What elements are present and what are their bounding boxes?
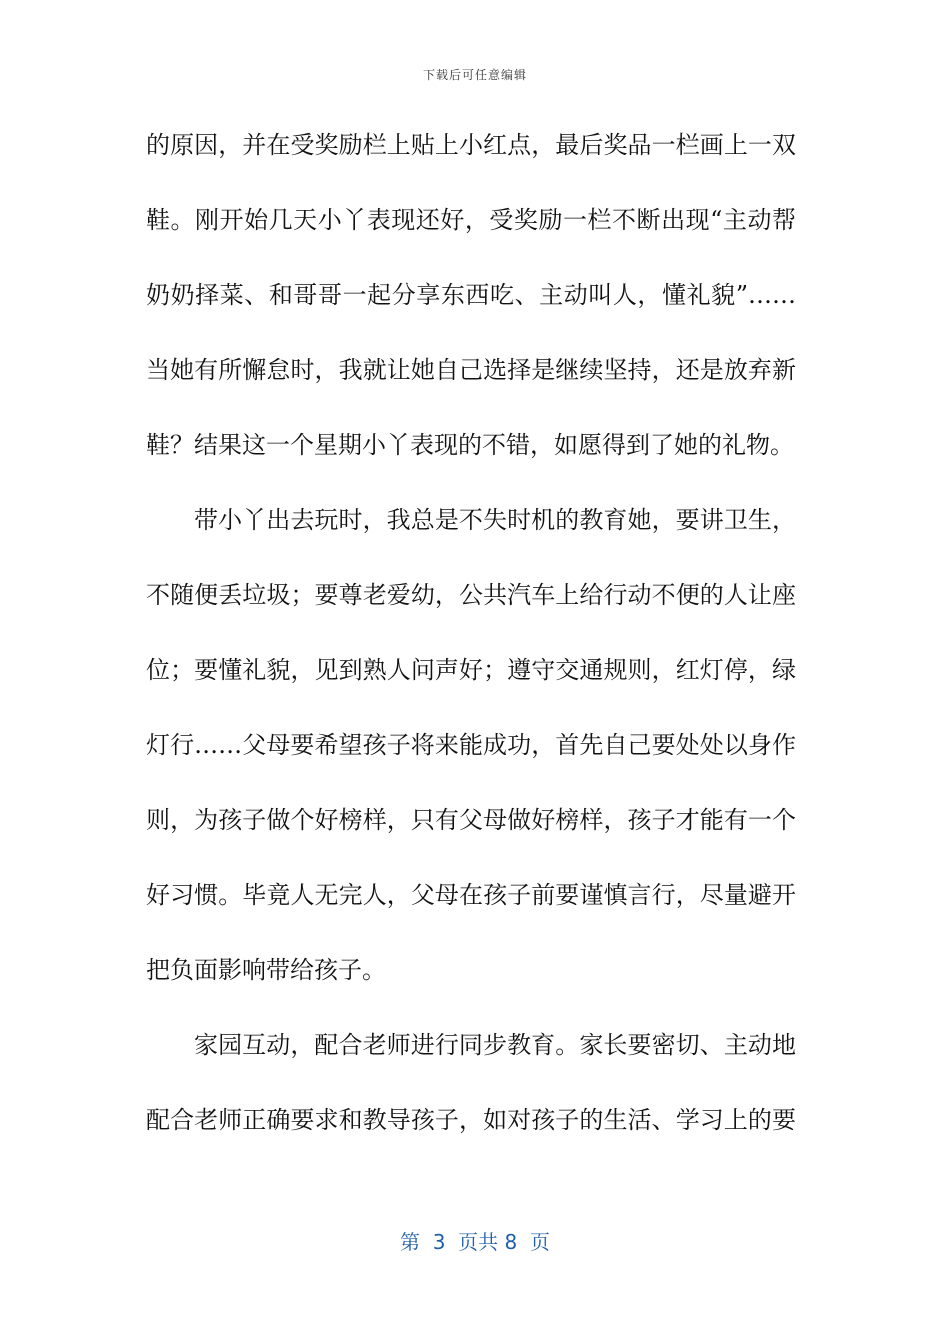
text-line: 鞋？结果这一个星期小丫表现的不错，如愿得到了她的礼物。 — [146, 431, 794, 459]
text-line: 鞋。刚开始几天小丫表现还好，受奖励一栏不断出现“主动帮 — [146, 206, 796, 234]
page-header: 下载后可任意编辑 — [422, 68, 527, 82]
text-line: 当她有所懈怠时，我就让她自己选择是继续坚持，还是放弃新 — [146, 356, 796, 384]
text-line: 不随便丢垃圾；要尊老爱幼，公共汽车上给行动不便的人让座 — [146, 581, 796, 609]
text-line: 则，为孩子做个好榜样，只有父母做好榜样，孩子才能有一个 — [146, 806, 796, 834]
text-line: 带小丫出去玩时，我总是不失时机的教育她，要讲卫生， — [194, 506, 796, 534]
text-line: 位；要懂礼貌，见到熟人问声好；遵守交通规则，红灯停，绿 — [146, 656, 796, 684]
text-line: 把负面影响带给孩子。 — [146, 956, 386, 984]
text-line: 好习惯。毕竟人无完人，父母在孩子前要谨慎言行，尽量避开 — [146, 881, 796, 909]
text-line: 配合老师正确要求和教导孩子，如对孩子的生活、学习上的要 — [146, 1106, 796, 1134]
document-body — [146, 108, 796, 1158]
text-line: 灯行……父母要希望孩子将来能成功，首先自己要处处以身作 — [146, 731, 796, 759]
page-number-footer: 第 3 页共 8 页 — [400, 1230, 550, 1254]
text-line: 的原因，并在受奖励栏上贴上小红点，最后奖品一栏画上一双 — [146, 131, 796, 159]
text-line: 家园互动，配合老师进行同步教育。家长要密切、主动地 — [194, 1031, 796, 1059]
text-line: 奶奶择菜、和哥哥一起分享东西吃、主动叫人，懂礼貌”…… — [146, 281, 796, 309]
